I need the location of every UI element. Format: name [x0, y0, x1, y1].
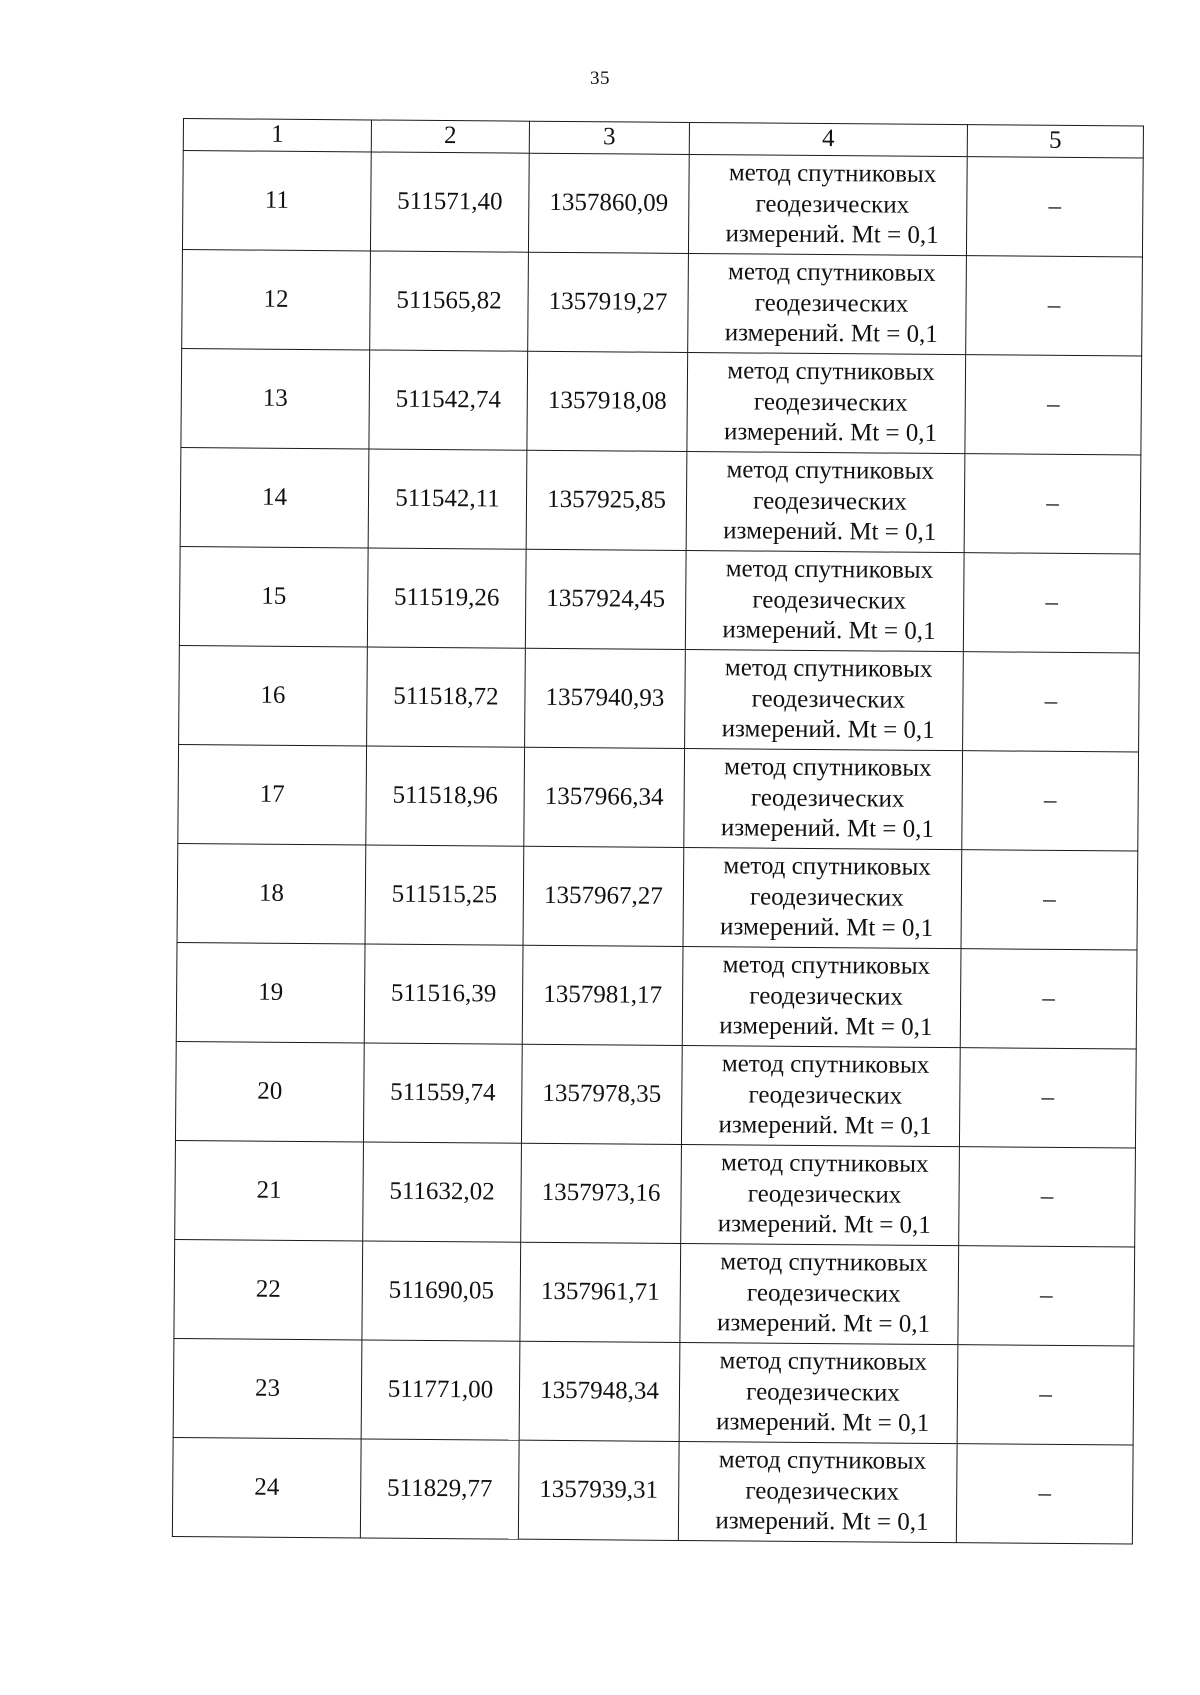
point-number-cell: 15 — [179, 546, 368, 646]
note-cell: – — [966, 256, 1143, 356]
coordinate-y-cell: 1357925,85 — [526, 450, 687, 550]
note-cell: – — [959, 1048, 1136, 1148]
method-line: измерений. Mt = 0,1 — [716, 1309, 931, 1339]
point-number-cell: 12 — [182, 249, 371, 349]
table-row — [178, 744, 1139, 851]
point-number-cell: 17 — [178, 744, 367, 844]
method-cell — [681, 1144, 960, 1245]
coordinates-table — [172, 118, 1144, 1545]
method-line: геодезических — [753, 487, 907, 516]
coordinate-x-cell: 511565,82 — [370, 251, 529, 351]
method-line: измерений. Mt = 0,1 — [716, 1408, 930, 1438]
coordinate-x-cell: 511542,74 — [369, 350, 528, 450]
table-row — [173, 1338, 1134, 1445]
method-line: измерений. Mt = 0,1 — [720, 913, 934, 943]
method-line: метод спутниковых — [728, 159, 937, 189]
method-line: геодезических — [754, 289, 909, 318]
method-line: измерений. Mt = 0,1 — [718, 1111, 932, 1141]
table-row — [180, 447, 1141, 554]
method-line: геодезических — [745, 1477, 900, 1506]
method-cell — [688, 253, 967, 354]
coordinate-y-cell: 1357973,16 — [521, 1143, 682, 1243]
method-line: метод спутниковых — [724, 654, 933, 684]
point-number-cell: 19 — [176, 942, 365, 1042]
coordinate-y-cell: 1357981,17 — [522, 945, 683, 1045]
method-line: метод спутниковых — [727, 357, 935, 387]
table-body — [172, 119, 1143, 1544]
method-line: метод спутниковых — [724, 753, 932, 783]
table-row — [179, 645, 1140, 752]
document-sheet — [172, 118, 1143, 1563]
coordinate-x-cell: 511515,25 — [365, 845, 524, 945]
method-line: геодезических — [755, 190, 910, 219]
method-cell — [678, 1441, 957, 1542]
table-row — [172, 1437, 1133, 1544]
note-cell: – — [958, 1246, 1135, 1346]
coordinate-y-cell: 1357939,31 — [518, 1440, 679, 1540]
point-number-cell: 16 — [179, 645, 368, 745]
method-cell — [686, 451, 965, 552]
method-line: измерений. Mt = 0,1 — [725, 220, 939, 250]
table-row — [175, 1041, 1136, 1148]
note-cell: – — [963, 652, 1140, 752]
coordinate-x-cell: 511518,72 — [367, 647, 526, 747]
method-cell — [685, 649, 964, 750]
method-line: геодезических — [753, 388, 908, 417]
header-cell-col-5: 5 — [967, 125, 1143, 158]
coordinate-x-cell: 511559,74 — [363, 1043, 522, 1143]
method-cell — [688, 154, 967, 255]
method-line: измерений. Mt = 0,1 — [721, 715, 935, 745]
point-number-cell: 22 — [174, 1239, 363, 1339]
method-cell — [685, 550, 964, 651]
method-line: метод спутниковых — [718, 1446, 927, 1476]
point-number-cell: 18 — [177, 843, 366, 943]
note-cell: – — [959, 1147, 1136, 1247]
method-line: метод спутниковых — [720, 1248, 928, 1278]
coordinate-x-cell: 511690,05 — [362, 1241, 521, 1341]
coordinate-x-cell: 511519,26 — [367, 548, 526, 648]
note-cell: – — [957, 1345, 1134, 1445]
method-line: геодезических — [750, 784, 905, 813]
method-line: геодезических — [746, 1279, 901, 1308]
coordinate-x-cell: 511632,02 — [363, 1142, 522, 1242]
point-number-cell: 11 — [182, 151, 371, 251]
table-row — [174, 1239, 1135, 1346]
method-line: геодезических — [747, 1180, 902, 1209]
method-cell — [679, 1342, 958, 1443]
method-cell — [684, 748, 963, 849]
method-line: измерений. Mt = 0,1 — [719, 1012, 933, 1042]
coordinate-x-cell: 511518,96 — [366, 746, 525, 846]
coordinate-x-cell: 511542,11 — [368, 449, 527, 549]
table-row — [182, 249, 1143, 356]
header-cell-col-4: 4 — [689, 122, 967, 156]
method-line: метод спутниковых — [726, 456, 935, 486]
method-cell — [682, 946, 961, 1047]
method-line: геодезических — [752, 586, 907, 615]
table-row — [181, 348, 1142, 455]
method-line: измерений. Mt = 0,1 — [724, 319, 938, 349]
coordinate-y-cell: 1357967,27 — [523, 846, 684, 946]
coordinate-y-cell: 1357961,71 — [520, 1242, 681, 1342]
method-cell — [683, 847, 962, 948]
method-line: геодезических — [751, 685, 906, 714]
method-line: метод спутниковых — [719, 1347, 928, 1377]
note-cell: – — [964, 454, 1141, 554]
method-line: измерений. Mt = 0,1 — [722, 616, 936, 646]
coordinate-y-cell: 1357919,27 — [528, 252, 689, 352]
method-line: измерений. Mt = 0,1 — [717, 1210, 931, 1240]
header-cell-col-2: 2 — [371, 120, 529, 153]
coordinate-x-cell: 511516,39 — [364, 944, 523, 1044]
header-cell-col-1: 1 — [183, 119, 371, 152]
method-line: метод спутниковых — [722, 951, 931, 981]
coordinate-y-cell: 1357860,09 — [528, 153, 689, 253]
note-cell: – — [965, 355, 1142, 455]
coordinate-y-cell: 1357948,34 — [519, 1341, 680, 1441]
point-number-cell: 23 — [173, 1338, 362, 1438]
method-cell — [681, 1045, 960, 1146]
note-cell: – — [962, 751, 1139, 851]
point-number-cell: 21 — [175, 1140, 364, 1240]
point-number-cell: 14 — [180, 447, 369, 547]
method-line: метод спутниковых — [725, 555, 934, 585]
method-line: геодезических — [749, 982, 904, 1011]
method-line: измерений. Mt = 0,1 — [723, 418, 938, 448]
note-cell: – — [966, 157, 1143, 257]
coordinate-y-cell: 1357978,35 — [521, 1044, 682, 1144]
method-line: измерений. Mt = 0,1 — [715, 1507, 929, 1537]
method-line: метод спутниковых — [721, 1149, 929, 1179]
method-line: геодезических — [749, 883, 904, 912]
header-cell-col-3: 3 — [529, 121, 689, 154]
page-number: 35 — [590, 68, 610, 89]
method-line: геодезических — [748, 1081, 903, 1110]
coordinate-y-cell: 1357966,34 — [524, 747, 685, 847]
method-line: измерений. Mt = 0,1 — [720, 814, 935, 844]
point-number-cell: 20 — [175, 1041, 364, 1141]
method-line: метод спутниковых — [727, 258, 936, 288]
coordinate-y-cell: 1357918,08 — [527, 351, 688, 451]
method-line: метод спутниковых — [723, 852, 931, 882]
note-cell: – — [956, 1444, 1133, 1544]
point-number-cell: 24 — [172, 1437, 361, 1537]
table-row — [175, 1140, 1136, 1247]
note-cell: – — [960, 949, 1137, 1049]
point-number-cell: 13 — [181, 348, 370, 448]
table-row — [182, 151, 1143, 258]
table-row — [179, 546, 1140, 653]
coordinate-y-cell: 1357940,93 — [525, 648, 686, 748]
table-row — [177, 843, 1138, 950]
method-line: метод спутниковых — [721, 1050, 930, 1080]
method-line: измерений. Mt = 0,1 — [723, 517, 937, 547]
note-cell: – — [963, 553, 1140, 653]
method-cell — [687, 352, 966, 453]
method-line: геодезических — [746, 1378, 900, 1407]
coordinate-x-cell: 511829,77 — [360, 1439, 519, 1539]
coordinate-x-cell: 511571,40 — [370, 152, 529, 252]
coordinate-x-cell: 511771,00 — [361, 1340, 520, 1440]
table-row — [176, 942, 1137, 1049]
method-cell — [680, 1243, 959, 1344]
coordinate-y-cell: 1357924,45 — [525, 549, 686, 649]
note-cell: – — [961, 850, 1138, 950]
